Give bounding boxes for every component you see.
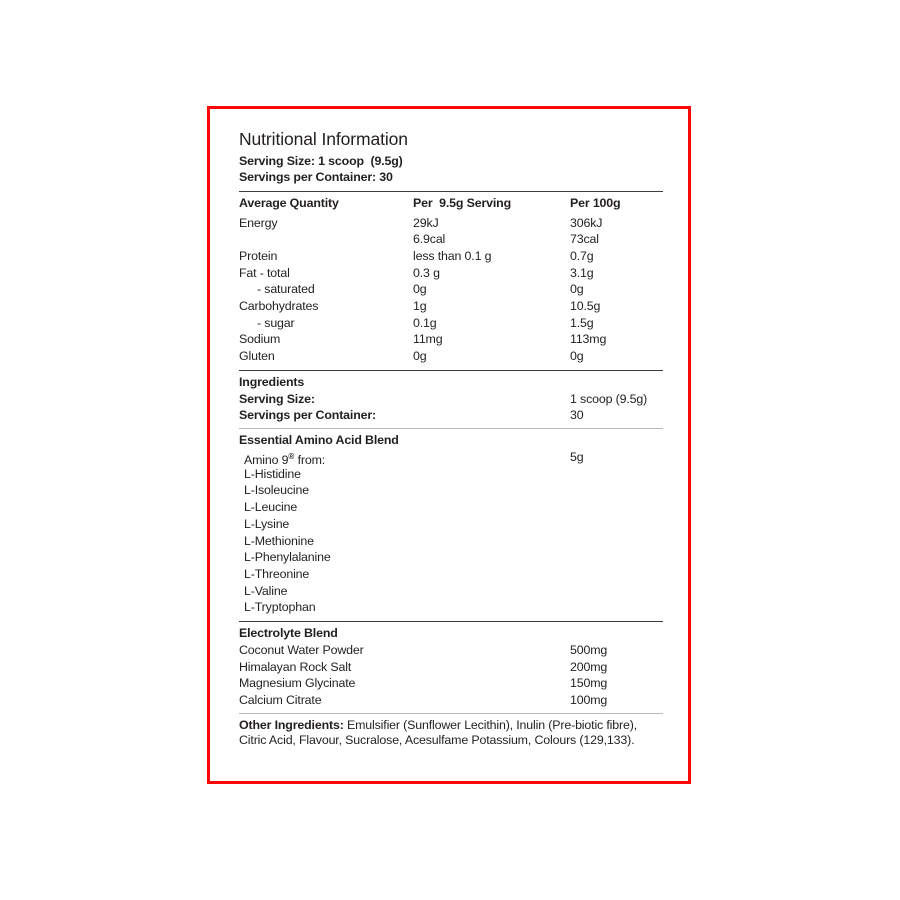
ingredients-row [239,407,663,424]
table-row [239,265,663,282]
list-item: L-Tryptophan [244,600,316,615]
electrolyte-row-value: 150mg [570,676,608,691]
table-row [239,281,663,298]
ingredients-row-label: Serving Size: [239,391,315,406]
divider-above-other-ingredients [239,713,663,714]
row-label: Carbohydrates [239,298,319,313]
electrolyte-row-label: Magnesium Glycinate [239,676,356,691]
row-label: - saturated [257,282,315,297]
row-per-100g: 3.1g [570,265,594,280]
row-per-100g: 10.5g [570,298,601,313]
row-per-serving: 0g [413,282,427,297]
row-per-serving: 0.3 g [413,265,440,280]
column-header-per-serving: Per 9.5g Serving [413,195,511,210]
row-label: Sodium [239,332,281,347]
registered-trademark-icon: ® [288,452,295,462]
ingredients-row-label: Servings per Container: [239,408,377,423]
table-row [239,215,663,232]
ingredients-row-value: 1 scoop (9.5g) [570,391,648,406]
amino-source-suffix: from: [294,453,326,468]
row-per-100g: 0g [570,349,584,364]
ingredients-heading: Ingredients [239,374,305,389]
amino-source-row [239,449,663,466]
electrolyte-row [239,692,663,709]
electrolyte-row-label: Himalayan Rock Salt [239,659,352,674]
table-row [239,348,663,365]
list-item: L-Lysine [244,516,290,531]
other-ingredients-paragraph [239,718,663,749]
amino-source-label: Amino 9 [244,453,289,468]
table-row [239,231,663,248]
row-per-serving: 11mg [413,332,443,347]
row-per-serving: less than 0.1 g [413,248,492,263]
column-header-label: Average Quantity [239,195,339,210]
row-label: Energy [239,215,278,230]
row-label: Fat - total [239,265,290,280]
row-label: Gluten [239,349,275,364]
row-per-100g: 0g [570,282,584,297]
electrolyte-row-label: Calcium Citrate [239,693,322,708]
nutrition-panel [207,106,691,784]
servings-per-container-header: Servings per Container: 30 [239,170,393,185]
row-per-100g: 1.5g [570,315,594,330]
nutrition-panel-inner [239,129,663,749]
electrolyte-row [239,659,663,676]
table-row [239,298,663,315]
row-per-100g: 306kJ [570,215,603,230]
column-header-per-100g: Per 100g [570,195,621,210]
row-label: - sugar [257,315,295,330]
row-per-100g: 113mg [570,332,607,347]
list-item: L-Phenylalanine [244,550,331,565]
amino-source-value: 5g [570,450,584,465]
electrolyte-row-label: Coconut Water Powder [239,642,364,657]
page-title: Nutritional Information [239,129,408,149]
other-ingredients-text: Emulsifier (Sunflower Lecithin), Inulin (Pre-biotic fibre), Citric Acid, Flavour, Sucralose, Acesulfame Potassium, Colours (129,133). [239,717,638,748]
row-per-100g: 0.7g [570,248,594,263]
row-label: Protein [239,248,278,263]
list-item: L-Histidine [244,466,301,481]
row-per-serving: 0g [413,349,427,364]
other-ingredients-heading: Other Ingredients: [239,717,344,732]
serving-size-header: Serving Size: 1 scoop (9.5g) [239,153,403,168]
row-per-serving: 6.9cal [413,232,446,247]
table-row [239,315,663,332]
electrolyte-row-value: 200mg [570,659,608,674]
row-per-100g: 73cal [570,232,599,247]
list-item: L-Leucine [244,500,298,515]
table-row [239,331,663,348]
electrolyte-row-value: 100mg [570,693,608,708]
row-per-serving: 0.1g [413,315,437,330]
amino-blend-heading: Essential Amino Acid Blend [239,433,399,448]
electrolyte-blend-heading: Electrolyte Blend [239,625,338,640]
electrolyte-row [239,642,663,659]
ingredients-row-value: 30 [570,408,584,423]
row-per-serving: 29kJ [413,215,439,230]
table-header-row [239,195,663,212]
table-row [239,248,663,265]
electrolyte-row [239,675,663,692]
list-item: L-Methionine [244,533,314,548]
electrolyte-row-value: 500mg [570,642,608,657]
list-item: L-Valine [244,583,288,598]
ingredients-row [239,391,663,408]
row-per-serving: 1g [413,298,427,313]
list-item: L-Threonine [244,566,310,581]
list-item: L-Isoleucine [244,483,310,498]
